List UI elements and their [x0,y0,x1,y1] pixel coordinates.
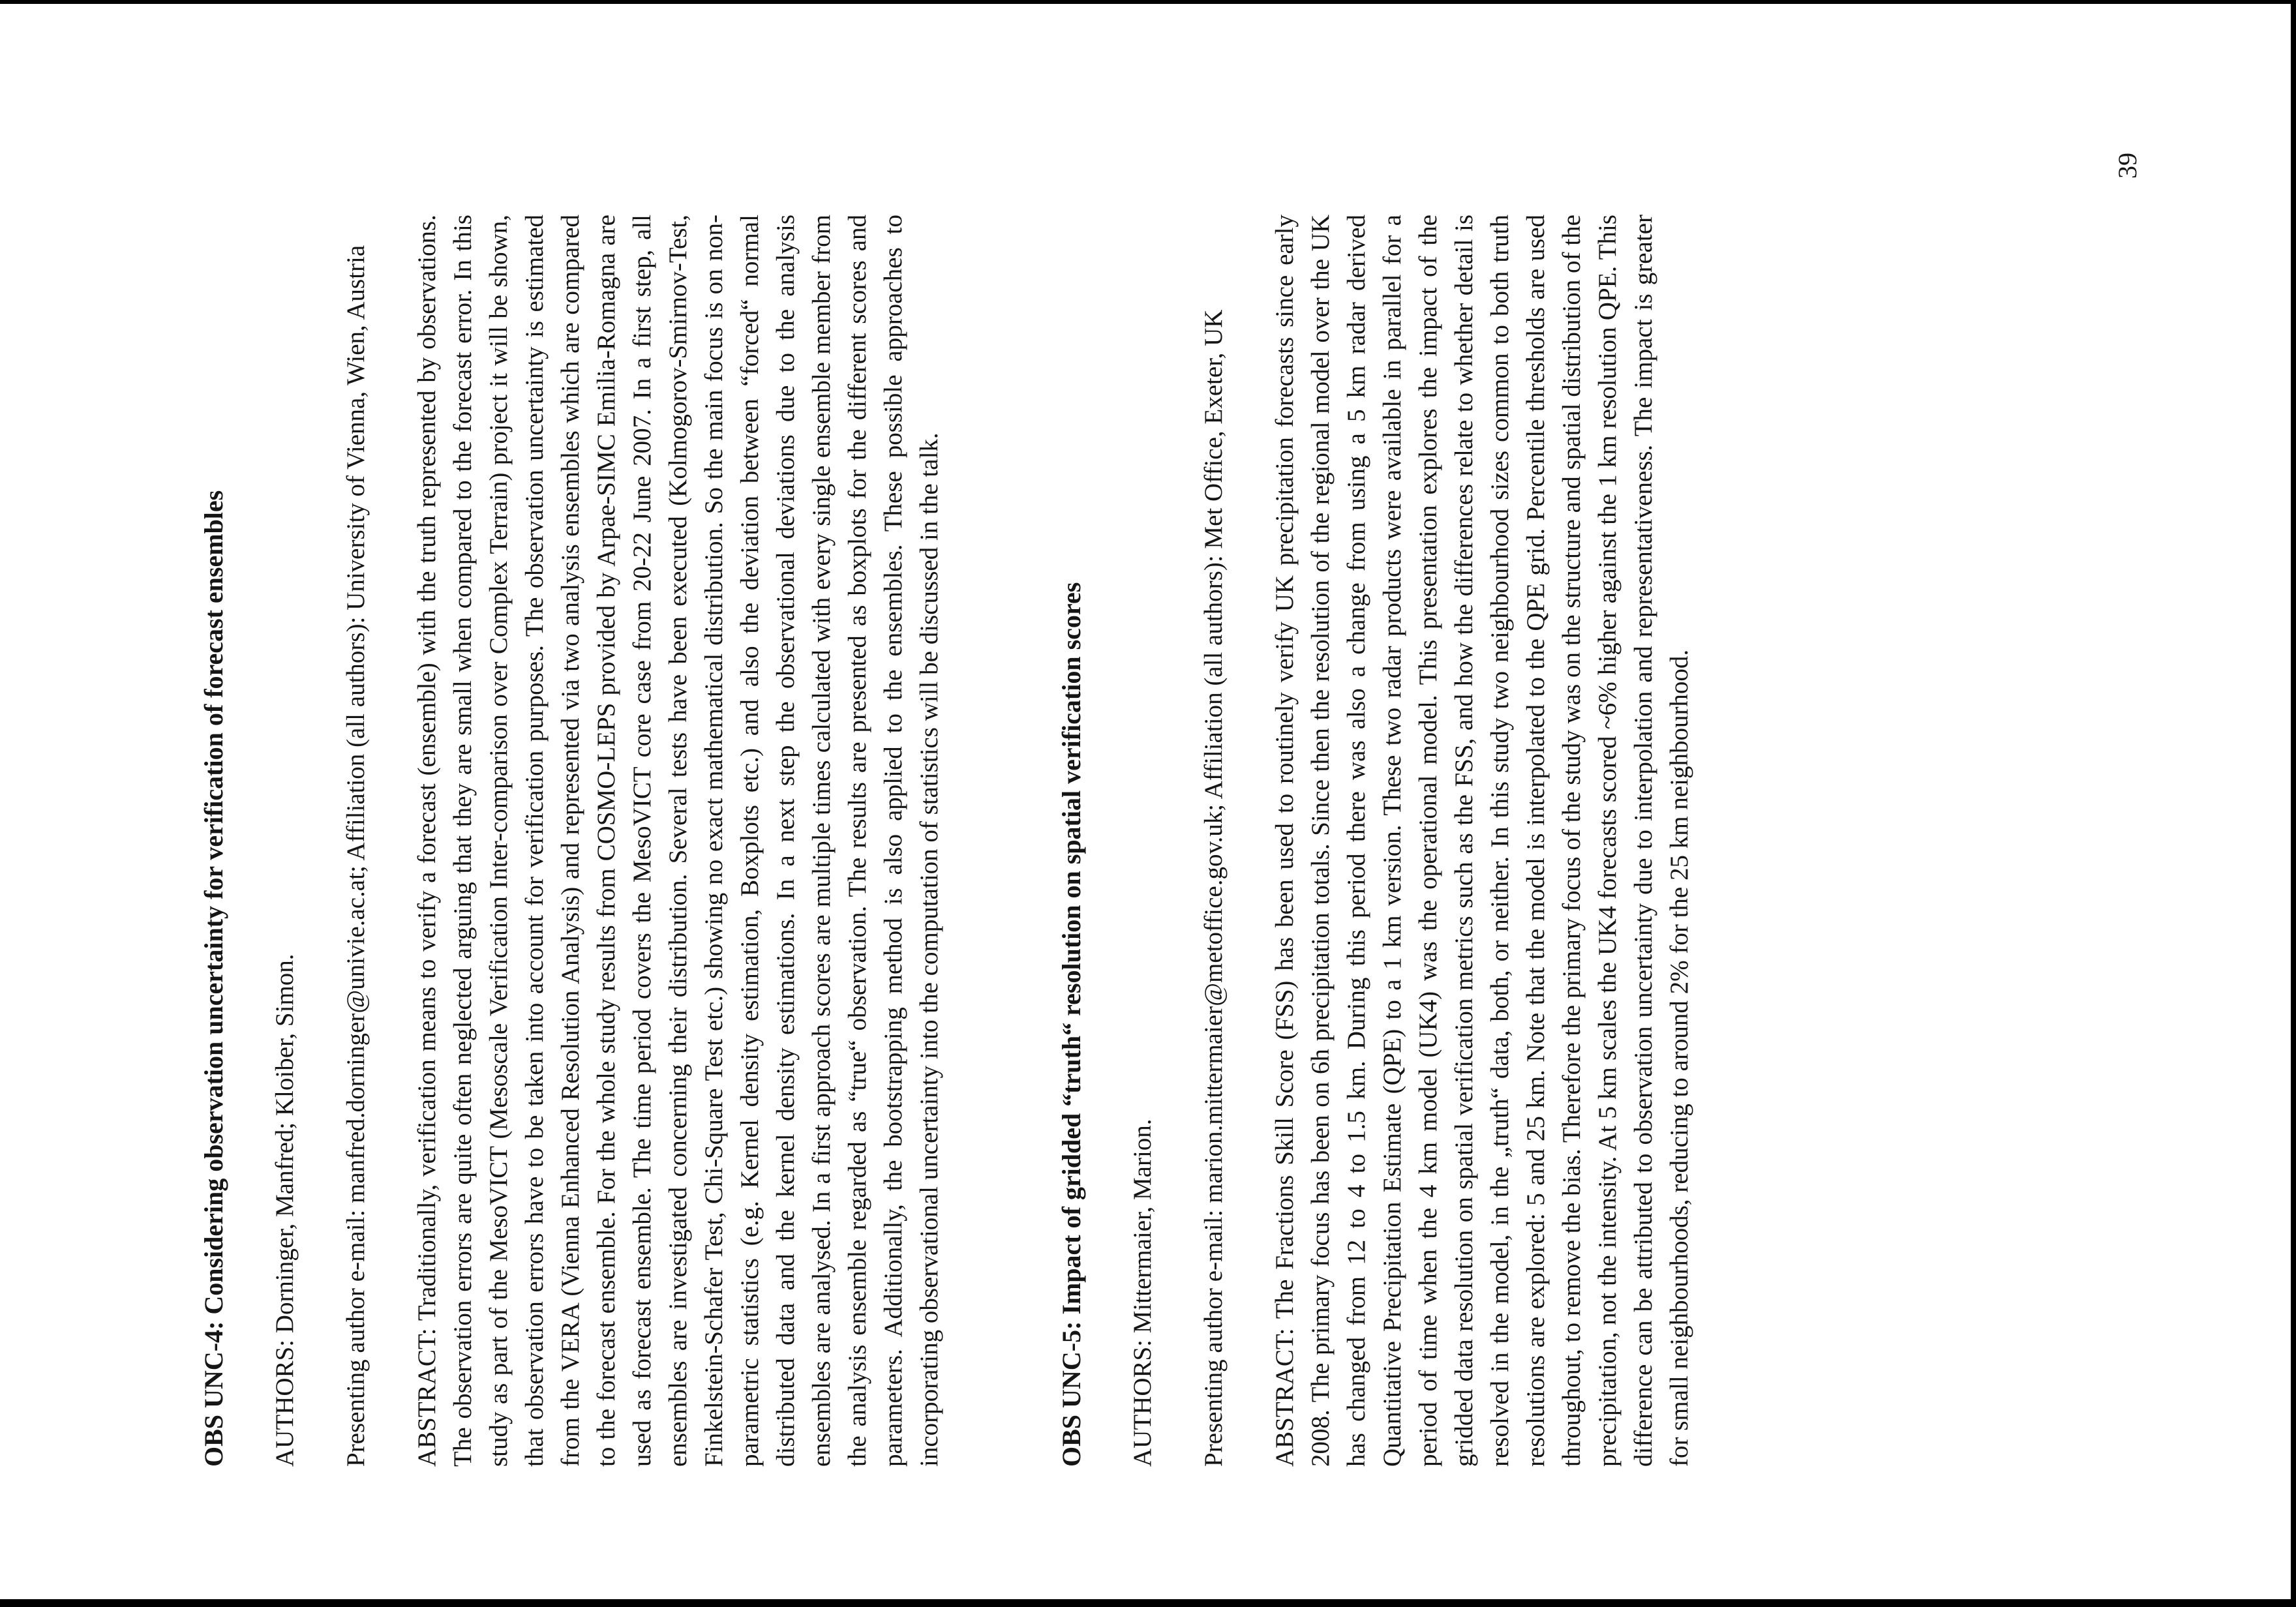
abstract-paragraph [1267,215,1697,1467]
page-content [196,215,1697,1467]
abstract-label: ABSTRACT: [1271,1328,1299,1467]
abstract-text: Traditionally, verification means to verify a forecast (ensemble) with the truth represented by observations. The observation errors are quite often neglected arguing that they are small when compared to the forecast error. In this study as part of the MesoVICT (Mesoscale Verification Inter-comparison over Complex Terrain) project it will be shown, that observation errors have to be taken into account for verification purposes. The observation uncertainty is estimated from the VERA (Vienna Enhanced Resolution Analysis) and represented via two analysis ensembles which are compared to the forecast ensemble. For the whole study results from COSMO-LEPS provided by Arpae-SIMC Emilia-Romagna are used as forecast ensemble. The time period covers the MesoVICT core case from 20-22 June 2007. In a first step, all ensembles are investigated concerning their distribution. Several tests have been executed (Kolmogorov-Smirnov-Test, Finkelstein-Schafer Test, Chi-Square Test etc.) showing no exact mathematical distribution. So the main focus is on non-parametric statistics (e.g. Kernel density estimation, Boxplots etc.) and also the deviation between “forced“ normal distributed data and the kernel density estimations. In a next step the observational deviations due to the analysis ensembles are analysed. In a first approach scores are multiple times calculated with every single ensemble member from the analysis ensemble regarded as “true“ observation. The results are presented as boxplots for the different scores and parameters. Additionally, the bootstrapping method is also applied to the ensembles. These possible approaches to incorporating observational uncertainty into the computation of statistics will be discussed in the talk. [413,215,943,1467]
contact-line [1196,215,1231,1467]
abstract-section-unc4 [196,215,947,1467]
authors-label: AUTHORS: [271,1339,299,1467]
section-title: OBS UNC-5: Impact of gridded “truth“ resolution on spatial verification scores [1057,582,1086,1467]
abstract-section-unc5 [1053,215,1697,1467]
page-number: 39 [2113,153,2142,179]
section-title: OBS UNC-4: Considering observation uncertainty for verification of forecast ensembles [199,490,228,1467]
authors-line [1125,215,1160,1467]
abstract-label: ABSTRACT: [413,1328,441,1467]
authors-line [267,215,303,1467]
contact-line [338,215,374,1467]
contact-details: manfred.dorninger@univie.ac.at; Affiliation (all authors): University of Vienna, Wien, Austria [342,245,370,1204]
authors-names: Dorninger, Manfred; Kloiber, Simon. [271,954,299,1334]
authors-names: Mittermaier, Marion. [1128,1119,1156,1334]
authors-label: AUTHORS: [1128,1339,1156,1467]
contact-label: Presenting author e-mail: [342,1209,370,1467]
abstract-text: The Fractions Skill Score (FSS) has been used to routinely verify UK precipitation forecasts since early 2008. The primary focus has been on 6h precipitation totals. Since then the resolution of the regional model over the UK has changed from 12 to 4 to 1.5 km. During this period there was also a change from using a 5 km radar derived Quantitative Precipitation Estimate (QPE) to a 1 km version. These two radar products were available in parallel for a period of time when the 4 km model (UK4) was the operational model. This presentation explores the impact of the gridded data resolution on spatial verification metrics such as the FSS, and how the differences relate to whether detail is resolved in the model, in the „truth“ data, both, or neither. In this study two neighbourhood sizes common to both truth resolutions are explored: 5 and 25 km. Note that the model is interpolated to the QPE grid. Percentile thresholds are used throughout, to remove the bias. Therefore the primary focus of the study was on the structure and spatial distribution of the precipitation, not the intensity. At 5 km scales the UK4 forecasts scored ~6% higher against the 1 km resolution QPE. This difference can be attributed to observation uncertainty due to interpolation and representativeness. The impact is greater for small neighbourhoods, reducing to around 2% for the 25 km neighbourhood. [1271,214,1693,1467]
contact-details: marion.mittermaier@metoffice.gov.uk; Affiliation (all authors): Met Office, Exeter, UK [1200,309,1228,1204]
abstract-paragraph [409,215,947,1467]
contact-label: Presenting author e-mail: [1200,1209,1228,1467]
